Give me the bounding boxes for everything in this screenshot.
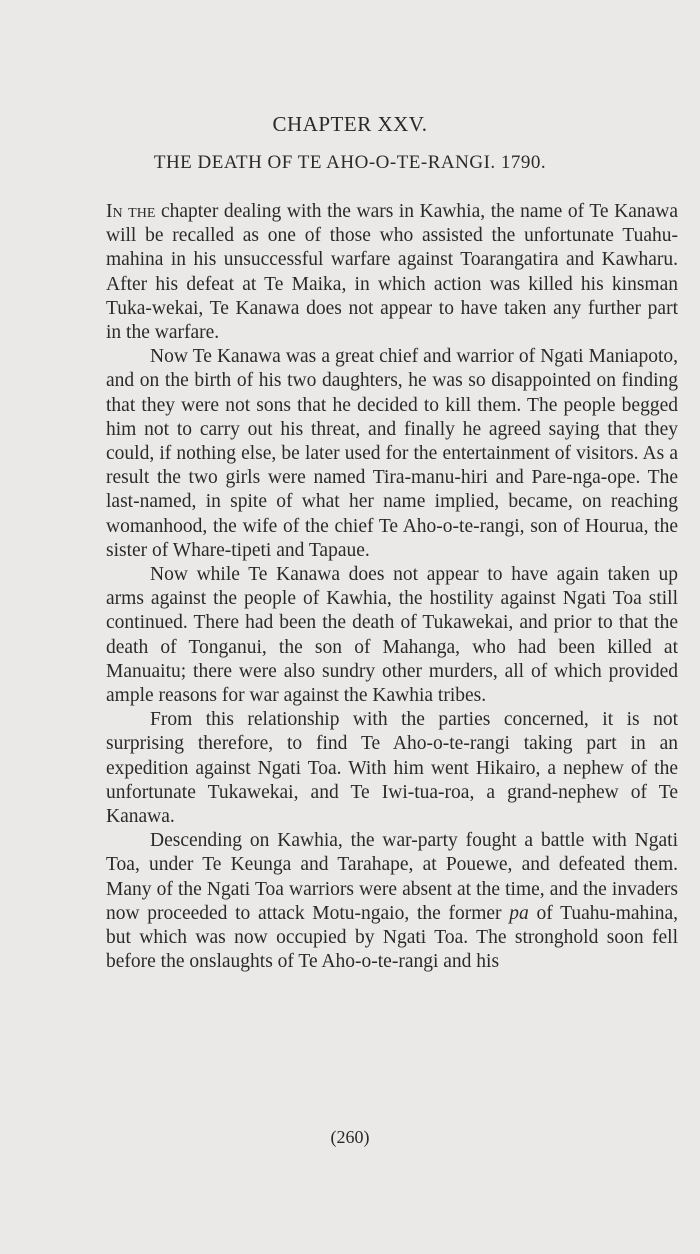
paragraph-4: From this relationship with the parties concerned, it is not surprising therefore, to find Te Aho-o-te-rangi taking part in an expedition against Ngati Toa. With him went Hikairo, a nephew of the unfortunate Tukawekai, and Te Iwi-tua-roa, a grand-nephew of Te Kanawa. bbox=[106, 709, 678, 828]
paragraph-5 bbox=[106, 829, 678, 974]
paragraph-5-italic: pa bbox=[509, 902, 529, 924]
paragraph-1-lead: In the bbox=[106, 201, 156, 222]
paragraph-2: Now Te Kanawa was a great chief and warrior of Ngati Maniapoto, and on the birth of his two daughters, he was so disappointed on finding that they were not sons that he decided to kill them. The people begged him not to carry out his threat, and finally he agreed saying that they could, if nothing else, be later used for the entertainment of visitors. As a result the two girls were named Tira-manu-hiri and Pare-nga-ope. The last-named, in spite of what her name implied, became, on reaching womanhood, the wife of the chief Te Aho-o-te-rangi, son of Hourua, the sister of Whare-tipeti and Tapaue. bbox=[106, 346, 678, 561]
paragraph-5-part-2: of Tuahu-mahina, but which was now occupied by Ngati Toa. The stronghold soon fell before the onslaughts of Te Aho-o-te-rangi and his bbox=[106, 902, 678, 973]
body-text bbox=[106, 200, 678, 975]
paragraph-5-part-1: Descending on Kawhia, the war-party fought a battle with Ngati Toa, under Te Keunga and Tarahape, at Pouewe, and defeated them. Many of the Ngati Toa warriors were absent at the time, and the invaders now proceeded to attack Motu-ngaio, the former bbox=[106, 830, 678, 924]
paragraph-1 bbox=[106, 200, 678, 345]
paragraph-3: Now while Te Kanawa does not appear to have again taken up arms against the people of Kawhia, the hostility against Ngati Toa still continued. There had been the death of Tukawekai, and prior to that the death of Tonganui, the son of Mahanga, who had been killed at Manuaitu; there were also sundry other murders, all of which provided ample reasons for war against the Kawhia tribes. bbox=[106, 564, 678, 707]
chapter-number: CHAPTER XXV. bbox=[272, 112, 428, 136]
paragraph-1-rest: chapter dealing with the wars in Kawhia, the name of Te Kanawa will be recalled as one of those who assisted the unfortunate Tuahu-mahina in his unsuccessful warfare against Toarangatira and Kawharu. After his defeat at Te Maika, in which action was killed his kinsman Tuka-wekai, Te Kanawa does not appear to have taken any further part in the warfare. bbox=[106, 201, 678, 344]
page-number: (260) bbox=[330, 1127, 370, 1147]
chapter-title: THE DEATH OF TE AHO-O-TE-RANGI. 1790. bbox=[153, 152, 547, 173]
